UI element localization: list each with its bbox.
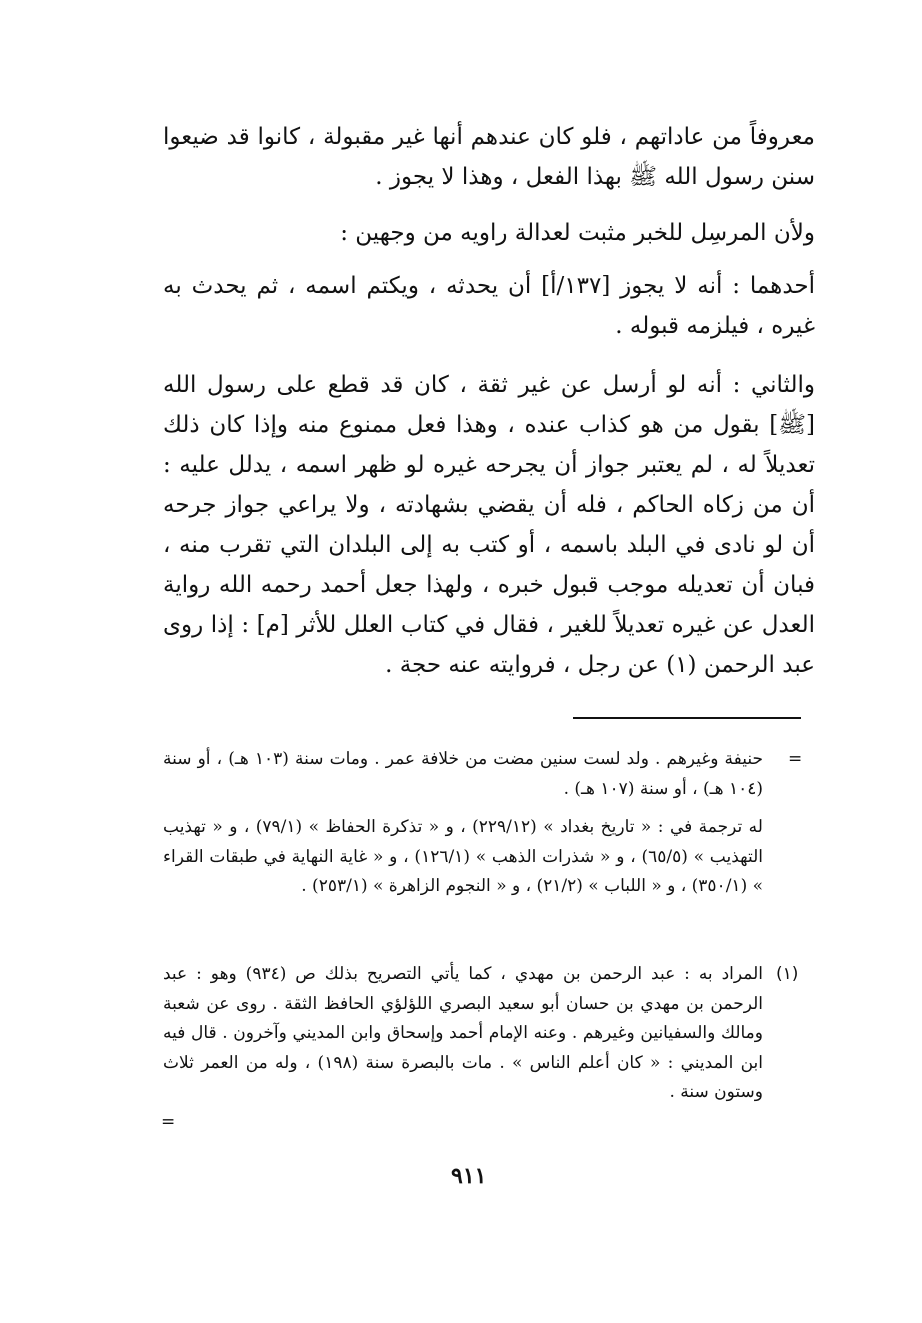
footnote-end-marker: = [161,1112,176,1132]
footnote-number: (١) [776,964,799,984]
page-number: ٩١١ [451,1163,487,1189]
footnote-continuation-text: حنيفة وغيرهم . ولد لست سنين مضت من خلافة عمر . ومات سنة (١٠٣ هـ) ، أو سنة (١٠٤ هـ) ، أو سنة (١٠٧ هـ) . [163,749,763,799]
footnote-separator [573,717,801,719]
body-paragraph-3: أحدهما : أنه لا يجوز [١٣٧/أ] أن يحدثه ، ويكتم اسمه ، ثم يحدث به غيره ، فيلزمه قبوله . [163,273,815,339]
body-paragraph-2: ولأن المرسِل للخبر مثبت لعدالة راويه من وجهين : [340,220,815,246]
body-paragraph-4: والثاني : أنه لو أرسل عن غير ثقة ، كان قد قطع على رسول الله [ﷺ] بقول من هو كذاب عنده ، وهذا فعل ممنوع منه وإذا كان ذلك تعديلاً له ، لم يعتبر جواز أن يجرحه غيره لو ظهر اسمه ، يدلل عليه : أن من زكاه الحاكم ، فله أن يقضي بشهادته ، ولا يراعي جواز جرحه أن لو نادى في البلد باسمه ، أو كتب به إلى البلدان التي تقرب منه ، فبان أن تعديله موجب قبول خبره ، ولهذا جعل أحمد رحمه الله رواية العدل عن غيره تعديلاً للغير ، فقال في كتاب العلل للأثر [م] : إذا روى عبد الرحمن (١) عن رجل ، فروايته عنه حجة . [163,372,815,678]
footnote-continuation-marker: = [788,749,803,769]
body-paragraph-1: معروفاً من عاداتهم ، فلو كان عندهم أنها غير مقبولة ، كانوا قد ضيعوا سنن رسول الله ﷺ بهذا الفعل ، وهذا لا يجوز . [163,124,815,190]
footnote-sources-text: له ترجمة في : « تاريخ بغداد » (٢٢٩/١٢) ، و « تذكرة الحفاظ » (٧٩/١) ، و « تهذيب التهذيب » (٦٥/٥) ، و « شذرات الذهب » (١٢٦/١) ، و « غاية النهاية في طبقات القراء » (٣٥٠/١) ، و « اللباب » (٢١/٢) ، و « النجوم الزاهرة » (٢٥٣/١) . [163,817,764,896]
footnote-1-text: المراد به : عبد الرحمن بن مهدي ، كما يأتي التصريح بذلك ص (٩٣٤) وهو : عبد الرحمن بن مهدي بن حسان أبو سعيد البصري اللؤلؤي الحافظ الثقة . روى عن شعبة ومالك والسفيانين وغيرهم . وعنه الإمام أحمد وإسحاق وابن المديني وآخرون . قال فيه ابن المديني : « كان أعلم الناس » . مات بالبصرة سنة (١٩٨) ، وله من العمر ثلاث وستون سنة . [163,964,763,1102]
